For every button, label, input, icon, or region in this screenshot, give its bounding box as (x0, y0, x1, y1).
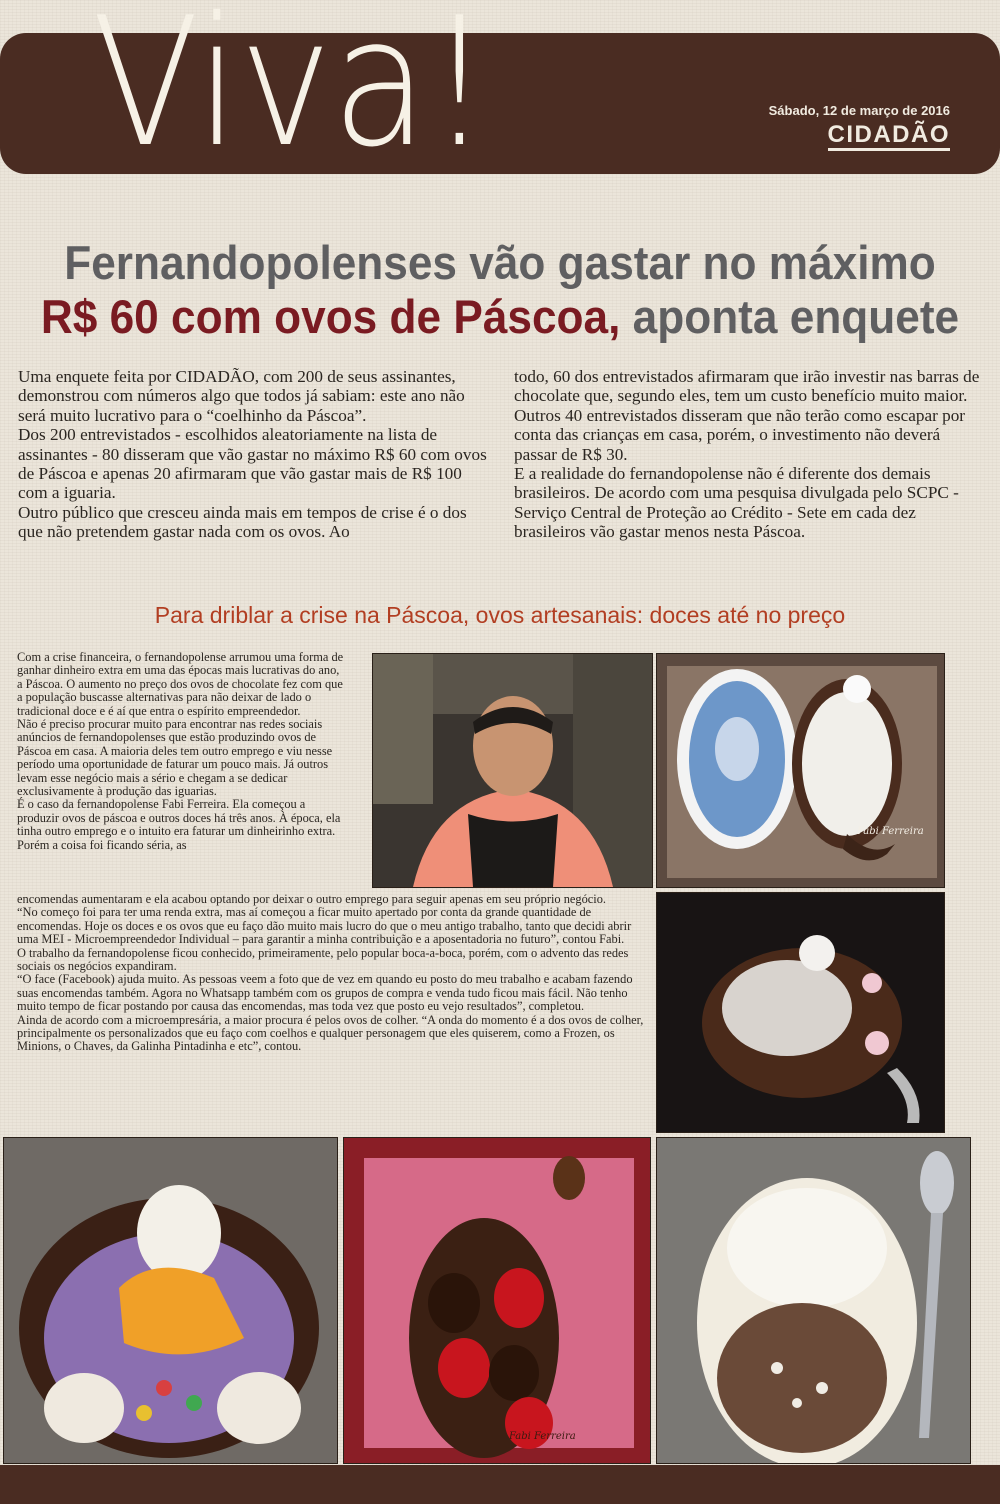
photo-frozen-eggs (656, 653, 945, 888)
photo-bunny-chocolate-egg (656, 892, 945, 1133)
lead-paragraph: E a realidade do fernandopolense não é diferente dos demais brasileiros. De acordo com uma pesquisa divulgada pelo SCPC - Serviço Central de Proteção ao Crédito - Sete em cada dez brasileiros vão gastar menos nesta Páscoa. (514, 464, 959, 542)
footer-band (0, 1465, 1000, 1504)
article-paragraph: “O face (Facebook) ajuda muito. As pessoas veem a foto que de vez em quando eu posto do meu trabalho e acabam fazendo suas encomendas também. Agora no Whatsapp também com os grupos de compra e venda tudo ficou mais fácil. Não tenho muito tempo de ficar postando por causa das encomendas, mas toda vez que posto eu vejo resultados”, completou. (17, 972, 633, 1014)
photo-spoon-egg (656, 1137, 971, 1464)
lead-paragraph: Uma enquete feita por CIDADÃO, com 200 de seus assinantes, demonstrou com números algo que todos já sabiam: este ano não será muito lucrativo para o “coelhinho da Páscoa”. (18, 367, 465, 425)
headline-rest: aponta enquete (620, 290, 960, 344)
headline-line-1: Fernandopolenses vão gastar no máximo (64, 236, 936, 289)
photo-credit: Fabi Ferreira (857, 826, 924, 837)
headline-line-2 (30, 290, 970, 344)
article-paragraph: É o caso da fernandopolense Fabi Ferreira. Ela começou a produzir ovos de páscoa e outros doces há três anos. À época, ela tinha outro emprego e o intuito era faturar um dinheirinho extra. Porém a coisa foi ficando séria, as (17, 797, 341, 852)
masthead-title-text: Viva! (92, 0, 491, 186)
article-paragraph: Não é preciso procurar muito para encontrar nas redes sociais anúncios de fernandopolenses que estão produzindo ovos de Páscoa em casa. A maioria deles tem outro emprego e viu nesse período uma oportunidade de faturar um pouco mais. Já outros levam esse negócio mais a sério e chegam a se dedicar exclusivamente à produção das iguarias. (17, 717, 333, 799)
lead-paragraph: Outro público que cresceu ainda mais em tempos de crise é o dos que não pretendem gastar nada com os ovos. Ao (18, 502, 467, 542)
lead-column-right (514, 367, 984, 542)
newspaper-brand: CIDADÃO (828, 123, 951, 151)
photo-credit: Fabi Ferreira (509, 1431, 576, 1442)
masthead-title (92, 0, 491, 186)
article-paragraph: Ainda de acordo com a microempresária, a maior procura é pelos ovos de colher. “A onda do momento é a dos ovos de colher, principalmente os personalizados que eu faço com coelhos e qualquer personagem que eles quiserem, como a Frozen, os Minions, o Chaves, da Galinha Pintadinha e etc”, contou. (17, 1012, 644, 1054)
lead-column-left (18, 367, 490, 542)
photo-portrait (372, 653, 653, 888)
lead-paragraph: todo, 60 dos entrevistados afirmaram que irão investir nas barras de chocolate que, segundo eles, tem um custo benefício muito maior. (514, 367, 980, 406)
issue-date: Sábado, 12 de março de 2016 (768, 103, 950, 118)
headline-highlight: R$ 60 com ovos de Páscoa, (40, 290, 621, 344)
article-paragraph: O trabalho da fernandopolense ficou conhecido, primeiramente, pelo popular boca-a-boca, porém, com o advento das redes sociais os negócios expandiram. (17, 945, 629, 974)
article-paragraph: “No começo foi para ter uma renda extra, mas aí começou a ficar muito apertado por conta da grande quantidade de encomendas. Hoje os doces e os ovos que eu faço dão muito mais lucro do que o meu antigo trabalho, tanto que decidi abrir uma MEI - Microempreendedor Individual – para garantir a minha contribuição e a aposentadoria no futuro”, contou Fabi. (17, 905, 632, 947)
photo-strawberry-egg (343, 1137, 651, 1464)
lead-paragraph: Dos 200 entrevistados - escolhidos aleatoriamente na lista de assinantes - 80 disseram que vão gastar no máximo R$ 60 com ovos de Páscoa e apenas 20 afirmaram que vão gastar mais de R$ 100 com a iguaria. (18, 425, 487, 503)
headline (30, 236, 970, 344)
article-paragraph: encomendas aumentaram e ela acabou optando por deixar o outro emprego para seguir apenas em seu próprio negócio. (17, 892, 607, 906)
article-paragraph: Com a crise financeira, o fernandopolense arrumou uma forma de ganhar dinheiro extra em uma das épocas mais lucrativas do ano, a Páscoa. O aumento no preço dos ovos de chocolate fez com que a população buscasse alternativas para não deixar de lado o tradicional doce e é aí que entra o espírito empreendedor. (17, 650, 344, 718)
section-subhead: Para driblar a crise na Páscoa, ovos artesanais: doces até no preço (154, 602, 846, 628)
lead-paragraph: Outros 40 entrevistados disseram que não terão como escapar por conta das crianças em casa, porém, o investimento não deverá passar de R$ 30. (514, 405, 966, 464)
article-body-column (17, 651, 347, 852)
photo-candy-bunny-egg (3, 1137, 338, 1464)
article-body-wide (17, 893, 652, 1054)
